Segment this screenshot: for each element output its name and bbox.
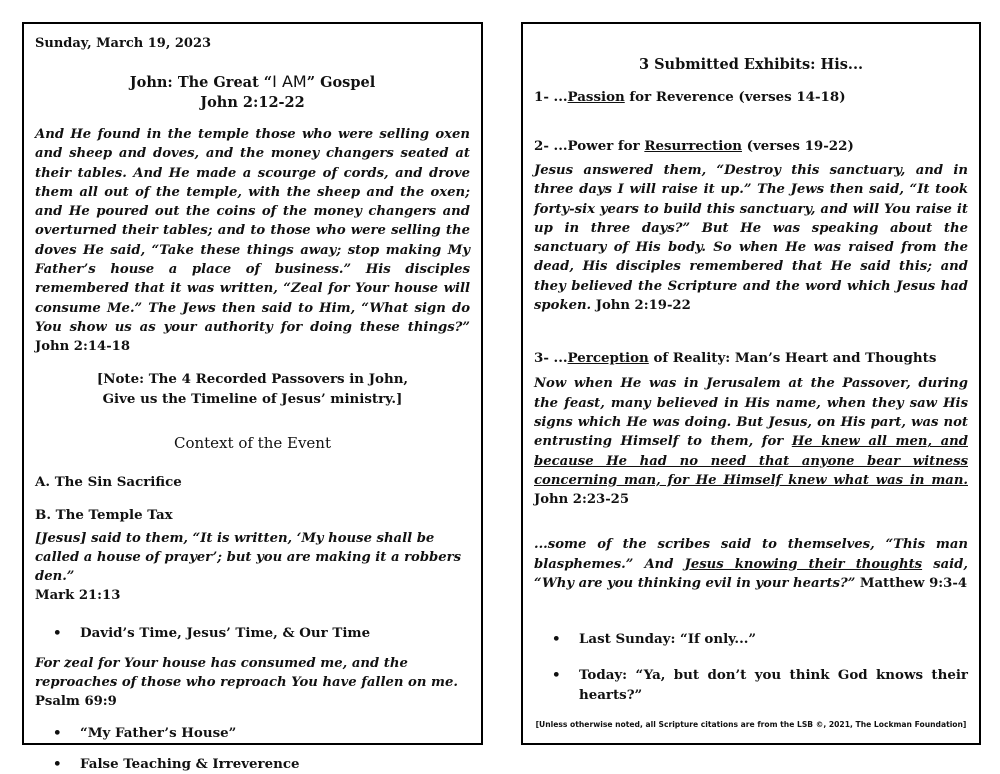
title-suffix: ” Gospel xyxy=(306,74,376,91)
passage-john-2-19 xyxy=(534,161,968,315)
list-item-text: David’s Time, Jesus’ Time, & Our Time xyxy=(80,624,371,641)
context-heading: Context of the Event xyxy=(173,433,331,452)
exhibits-heading: 3 Submitted Exhibits: His... xyxy=(638,56,864,73)
passage-psalm xyxy=(35,654,470,712)
passage-underlined-text: Jesus knowing their thoughts xyxy=(684,556,923,572)
left-panel xyxy=(22,22,483,772)
title-iam: I AM xyxy=(272,72,307,91)
exhibit-keyword: Passion xyxy=(567,89,625,105)
title-prefix: John: The Great “ xyxy=(129,74,273,91)
bullet-list xyxy=(35,723,470,774)
list-item-text: “My Father’s House” xyxy=(80,724,237,741)
right-panel xyxy=(521,22,981,745)
passage-reference: John 2:14-18 xyxy=(35,339,131,355)
list-item xyxy=(534,665,968,705)
bullet-list xyxy=(534,629,968,705)
exhibit-text: for Reverence (verses 14-18) xyxy=(624,89,846,105)
list-item-text: Today: “Ya, but don’t you think God knows their hearts?” xyxy=(579,667,968,704)
bullet-icon: • xyxy=(53,755,62,772)
passage-reference: John 2:19-22 xyxy=(591,298,691,314)
passage-john-2-14 xyxy=(35,125,470,357)
service-date: Sunday, March 19, 2023 xyxy=(35,36,212,51)
passage-reference: John 2:23-25 xyxy=(534,492,630,508)
list-item xyxy=(534,629,968,649)
passage-text: And He found in the temple those who were selling oxen and sheep and doves, and the money changers seated at their tables. And He made a scourge of cords, and drove them all out of the temple, with the sheep and the oxen; and He poured out the coins of the money changers and overturned their tables; and to those who were selling the doves He said, “Take these things away; stop making My Father’s house a place of business.” His disciples remembered that it was written, “Zeal for Your house will consume Me.” The Jews then said to Him, “What sign do You show us as your authority for doing these things?” xyxy=(35,127,470,335)
passage-text: For zeal for Your house has consumed me, and the reproaches of those who reproach You have fallen on me. xyxy=(35,655,458,691)
passage-john-2-23 xyxy=(534,374,968,509)
list-item xyxy=(35,623,470,643)
exhibit-number: 3- ... xyxy=(534,350,568,367)
list-item xyxy=(35,723,470,743)
note-line-1: [Note: The 4 Recorded Passovers in John, xyxy=(96,370,409,387)
exhibit-1 xyxy=(534,89,968,105)
passage-reference: Matthew 9:3-4 xyxy=(855,576,967,592)
bullet-icon: • xyxy=(552,667,561,684)
passage-text: ...some of the scribes said to themselves, “This man blasphemes.” And xyxy=(534,537,968,572)
bullet-icon: • xyxy=(552,631,561,648)
sermon-reference: John 2:12-22 xyxy=(200,94,305,111)
citation-footnote: [Unless otherwise noted, all Scripture citations are from the LSB ©, 2021, The Lockman Foundation] xyxy=(535,720,967,729)
passover-note xyxy=(35,369,470,409)
passage-text: Jesus answered them, “Destroy this sanctuary, and in three days I will raise it up.” The Jews then said, “It took forty-six years to build this sanctuary, and will You raise it up in three days?” But He was speaking about the sanctuary of His body. So when He was raised from the dead, His disciples remembered that He said this; and they believed the Scripture and the word which Jesus had spoken. xyxy=(534,163,968,314)
passage-text: Now when He was in Jerusalem at the Passover, during the feast, many believed in His name, when they saw His signs which He was doing. But Jesus, on His part, was not entrusting Himself to them, for xyxy=(534,376,968,450)
exhibit-3 xyxy=(534,350,968,366)
list-item-text: Last Sunday: “If only...” xyxy=(579,631,757,648)
bullet-list xyxy=(35,623,470,643)
exhibit-keyword: Perception xyxy=(567,350,649,367)
bullet-icon: • xyxy=(53,624,62,641)
passage-underlined-text: He knew all men, and because He had no need that anyone bear witness concerning man, for He Himself knew what was in man. xyxy=(534,434,968,488)
list-item xyxy=(35,754,470,774)
exhibit-text: of Reality: Man’s Heart and Thoughts xyxy=(648,350,937,367)
exhibit-2 xyxy=(534,138,968,154)
sermon-title xyxy=(35,72,470,93)
exhibit-keyword: Resurrection xyxy=(644,138,742,154)
list-item-text: False Teaching & Irreverence xyxy=(80,755,300,772)
passage-text: [Jesus] said to them, “It is written, ‘My house shall be called a house of prayer’; but you are making it a robbers den.” xyxy=(35,530,462,585)
exhibit-number: 1- ... xyxy=(534,89,568,105)
point-b: B. The Temple Tax xyxy=(35,506,173,523)
bullet-icon: • xyxy=(53,724,62,741)
passage-reference: Psalm 69:9 xyxy=(35,694,117,710)
note-line-2: Give us the Timeline of Jesus’ ministry.] xyxy=(102,390,403,407)
exhibit-text: 2- ...Power for xyxy=(534,138,645,154)
passage-reference: Mark 21:13 xyxy=(35,588,121,604)
point-a: A. The Sin Sacrifice xyxy=(35,473,182,490)
passage-text: said, “Why are you thinking evil in your hearts?” xyxy=(534,556,968,592)
passage-mark xyxy=(35,529,470,606)
passage-matthew xyxy=(534,535,968,593)
exhibit-text: (verses 19-22) xyxy=(742,138,854,154)
